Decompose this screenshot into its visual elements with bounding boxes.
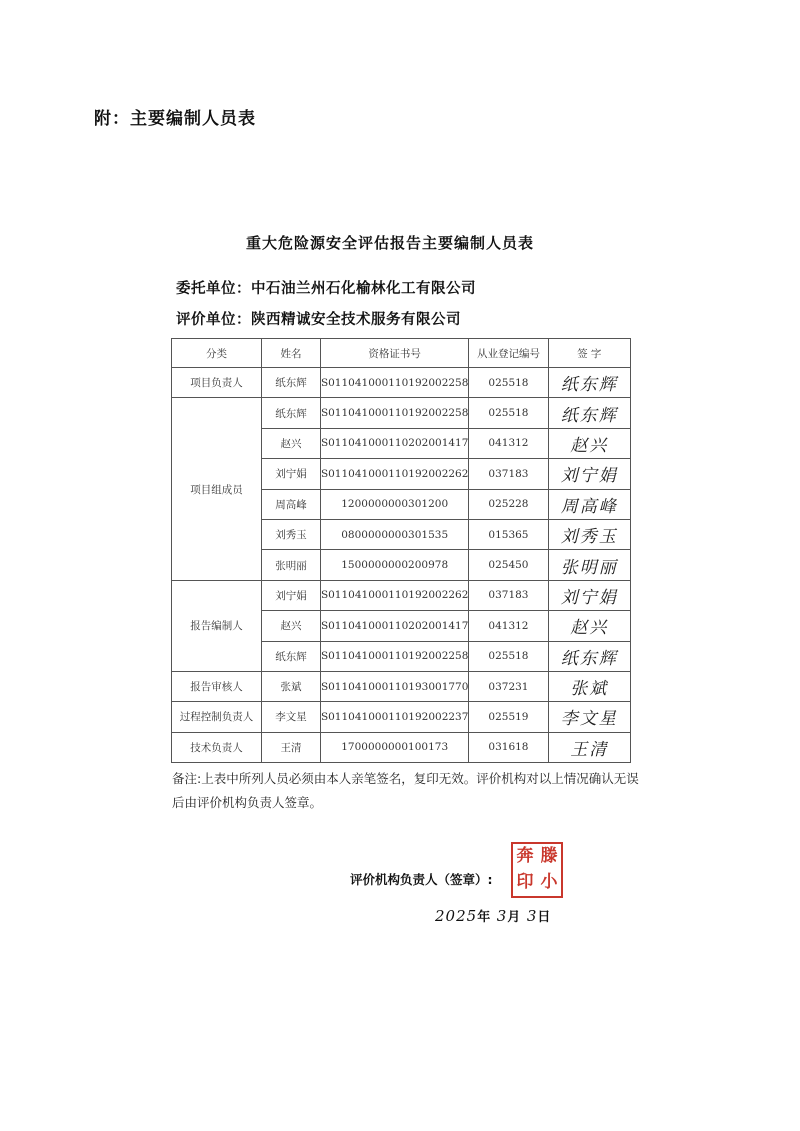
reg-cell: 025518 [469, 368, 548, 398]
date-day-unit: 日 [537, 910, 552, 925]
cert-cell: 1700000000100173 [320, 732, 468, 762]
reg-cell: 025519 [469, 702, 548, 732]
reg-cell: 037183 [469, 580, 548, 610]
cert-cell: S011041000110193001770 [320, 671, 468, 701]
category-cell: 报告审核人 [172, 671, 262, 701]
cert-cell: S011041000110192002258 [320, 398, 468, 428]
reg-cell: 031618 [469, 732, 548, 762]
name-cell: 纸东辉 [262, 398, 321, 428]
col-header-reg: 从业登记编号 [469, 339, 548, 368]
signature-cell: 纸东辉 [548, 641, 631, 671]
cert-cell: S011041000110192002258 [320, 368, 468, 398]
cert-cell: S011041000110202001417 [320, 428, 468, 458]
page-heading: 附：主要编制人员表 [94, 109, 256, 129]
signature-cell: 赵兴 [548, 611, 631, 641]
table-row [172, 368, 631, 398]
reg-cell: 041312 [469, 611, 548, 641]
name-cell: 李文星 [262, 702, 321, 732]
signature-cell: 纸东辉 [548, 368, 631, 398]
signature-cell: 周高峰 [548, 489, 631, 519]
name-cell: 纸东辉 [262, 368, 321, 398]
reg-cell: 025518 [469, 398, 548, 428]
reg-cell: 015365 [469, 519, 548, 549]
table-row [172, 580, 631, 610]
name-cell: 张斌 [262, 671, 321, 701]
seal-char: 小 [540, 872, 558, 892]
scanned-form [150, 200, 670, 940]
reg-cell: 025450 [469, 550, 548, 580]
signature-cell: 张明丽 [548, 550, 631, 580]
name-cell: 刘宁娟 [262, 459, 321, 489]
eval-unit: 评价单位：陕西精诚安全技术服务有限公司 [176, 312, 461, 328]
signature-cell: 李文星 [548, 702, 631, 732]
cert-cell: S011041000110192002237 [320, 702, 468, 732]
date-month: 3 [496, 907, 508, 925]
table-row [172, 702, 631, 732]
table-row [172, 671, 631, 701]
signature-cell: 刘秀玉 [548, 519, 631, 549]
cert-cell: 1500000000200978 [320, 550, 468, 580]
official-seal [511, 842, 563, 898]
table-header-row [172, 339, 631, 368]
reg-cell: 025228 [469, 489, 548, 519]
date-year: 2025 [435, 907, 478, 925]
category-cell: 技术负责人 [172, 732, 262, 762]
name-cell: 赵兴 [262, 611, 321, 641]
signature-cell: 王清 [548, 732, 631, 762]
name-cell: 刘秀玉 [262, 519, 321, 549]
form-title: 重大危险源安全评估报告主要编制人员表 [246, 234, 535, 252]
seal-char: 奔 [516, 846, 534, 866]
cert-cell: 1200000000301200 [320, 489, 468, 519]
table-row [172, 398, 631, 428]
sign-label: 评价机构负责人（签章）: [350, 872, 493, 887]
staff-table [171, 338, 631, 763]
date-year-unit: 年 [477, 910, 492, 925]
name-cell: 王清 [262, 732, 321, 762]
signature-cell: 刘宁娟 [548, 459, 631, 489]
category-cell: 过程控制负责人 [172, 702, 262, 732]
signature-cell: 赵兴 [548, 428, 631, 458]
sign-date [435, 906, 551, 925]
name-cell: 张明丽 [262, 550, 321, 580]
reg-cell: 037183 [469, 459, 548, 489]
category-cell: 项目负责人 [172, 368, 262, 398]
table-note: 备注:上表中所列人员必须由本人亲笔签名，复印无效。评价机构对以上情况确认无误后由评价机构负责人签章。 [172, 771, 639, 810]
col-header-category: 分类 [172, 339, 262, 368]
col-header-cert: 资格证书号 [320, 339, 468, 368]
signature-cell: 纸东辉 [548, 398, 631, 428]
cert-cell: S011041000110192002262 [320, 580, 468, 610]
signature-cell: 张斌 [548, 671, 631, 701]
category-cell: 报告编制人 [172, 580, 262, 671]
cert-cell: S011041000110192002258 [320, 641, 468, 671]
seal-char: 滕 [540, 846, 558, 866]
signature-cell: 刘宁娟 [548, 580, 631, 610]
table-row [172, 732, 631, 762]
cert-cell: 0800000000301535 [320, 519, 468, 549]
name-cell: 周高峰 [262, 489, 321, 519]
col-header-signature: 签 字 [548, 339, 631, 368]
col-header-name: 姓名 [262, 339, 321, 368]
reg-cell: 041312 [469, 428, 548, 458]
date-month-unit: 月 [507, 910, 522, 925]
name-cell: 赵兴 [262, 428, 321, 458]
category-cell: 项目组成员 [172, 398, 262, 580]
cert-cell: S011041000110192002262 [320, 459, 468, 489]
name-cell: 纸东辉 [262, 641, 321, 671]
reg-cell: 037231 [469, 671, 548, 701]
cert-cell: S011041000110202001417 [320, 611, 468, 641]
name-cell: 刘宁娟 [262, 580, 321, 610]
date-day: 3 [526, 907, 538, 925]
entrust-unit: 委托单位：中石油兰州石化榆林化工有限公司 [176, 281, 476, 297]
seal-char: 印 [516, 872, 534, 892]
reg-cell: 025518 [469, 641, 548, 671]
